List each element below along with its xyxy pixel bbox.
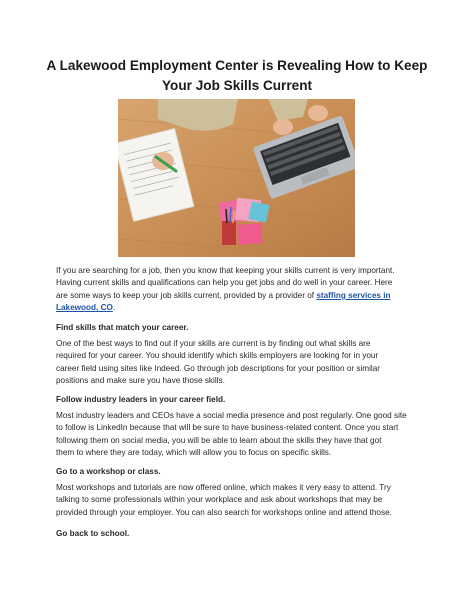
text-line: following them on social media, you will be able to learn about the skills they have that got bbox=[56, 435, 382, 445]
text-line: to follow is LinkedIn because that will be sure to have business-related content. Once you start bbox=[56, 423, 399, 433]
text-line: One of the best ways to find out if your skills are current is by finding out what skills are bbox=[56, 339, 371, 348]
heading-text: Go back to school. bbox=[56, 529, 130, 538]
text-line: Most industry leaders and CEOs have a social media presence and post regularly. One good site bbox=[56, 411, 407, 420]
text-line: Having current skills and qualifications can help you get jobs and do well in your career. Here bbox=[56, 278, 393, 288]
text-line bbox=[56, 302, 418, 314]
text-line: If you are searching for a job, then you know that keeping your skills current is very important. bbox=[56, 266, 395, 275]
intro-paragraph bbox=[56, 265, 418, 315]
text-line bbox=[56, 290, 418, 302]
text-line: career field using sites like Indeed. Go through job descriptions for your position or similar bbox=[56, 363, 381, 373]
text-line: them to where they are today, which will allow you to focus on specific skills. bbox=[56, 448, 332, 458]
text-line: provided through your employer. You can also search for workshops online and attend those. bbox=[56, 507, 392, 517]
heading-text: Follow industry leaders in your career field. bbox=[56, 395, 226, 404]
text-line: required for your career. You should identify which skills employers are looking for in your bbox=[56, 351, 379, 361]
text-fragment: . bbox=[112, 303, 116, 313]
heading-text: Go to a workshop or class. bbox=[56, 467, 161, 476]
heading-text: Find skills that match your career. bbox=[56, 323, 189, 332]
page-title bbox=[40, 56, 434, 96]
lakewood-link[interactable]: Lakewood, CO bbox=[56, 303, 113, 313]
desk-workspace-photo bbox=[118, 99, 355, 257]
section-heading bbox=[56, 466, 418, 478]
text-line: positions and make sure you have those skills. bbox=[56, 376, 225, 386]
text-line: Most workshops and tutorials are now offered online, which makes it very easy to attend. Try bbox=[56, 483, 391, 492]
text-line: talking to some professionals within your workplace and ask about workshops that may be bbox=[56, 495, 383, 505]
section-heading bbox=[56, 322, 418, 334]
section-heading bbox=[56, 528, 418, 540]
section-paragraph bbox=[56, 338, 418, 388]
section-paragraph bbox=[56, 482, 418, 519]
title-line: Your Job Skills Current bbox=[161, 78, 313, 93]
staffing-services-link[interactable]: staffing services in bbox=[316, 290, 391, 300]
text-fragment: are some ways to keep your job skills current, provided by a provider of bbox=[56, 290, 317, 300]
title-line: A Lakewood Employment Center is Revealing How to Keep bbox=[46, 58, 428, 73]
section-heading bbox=[56, 394, 418, 406]
section-paragraph bbox=[56, 410, 418, 460]
